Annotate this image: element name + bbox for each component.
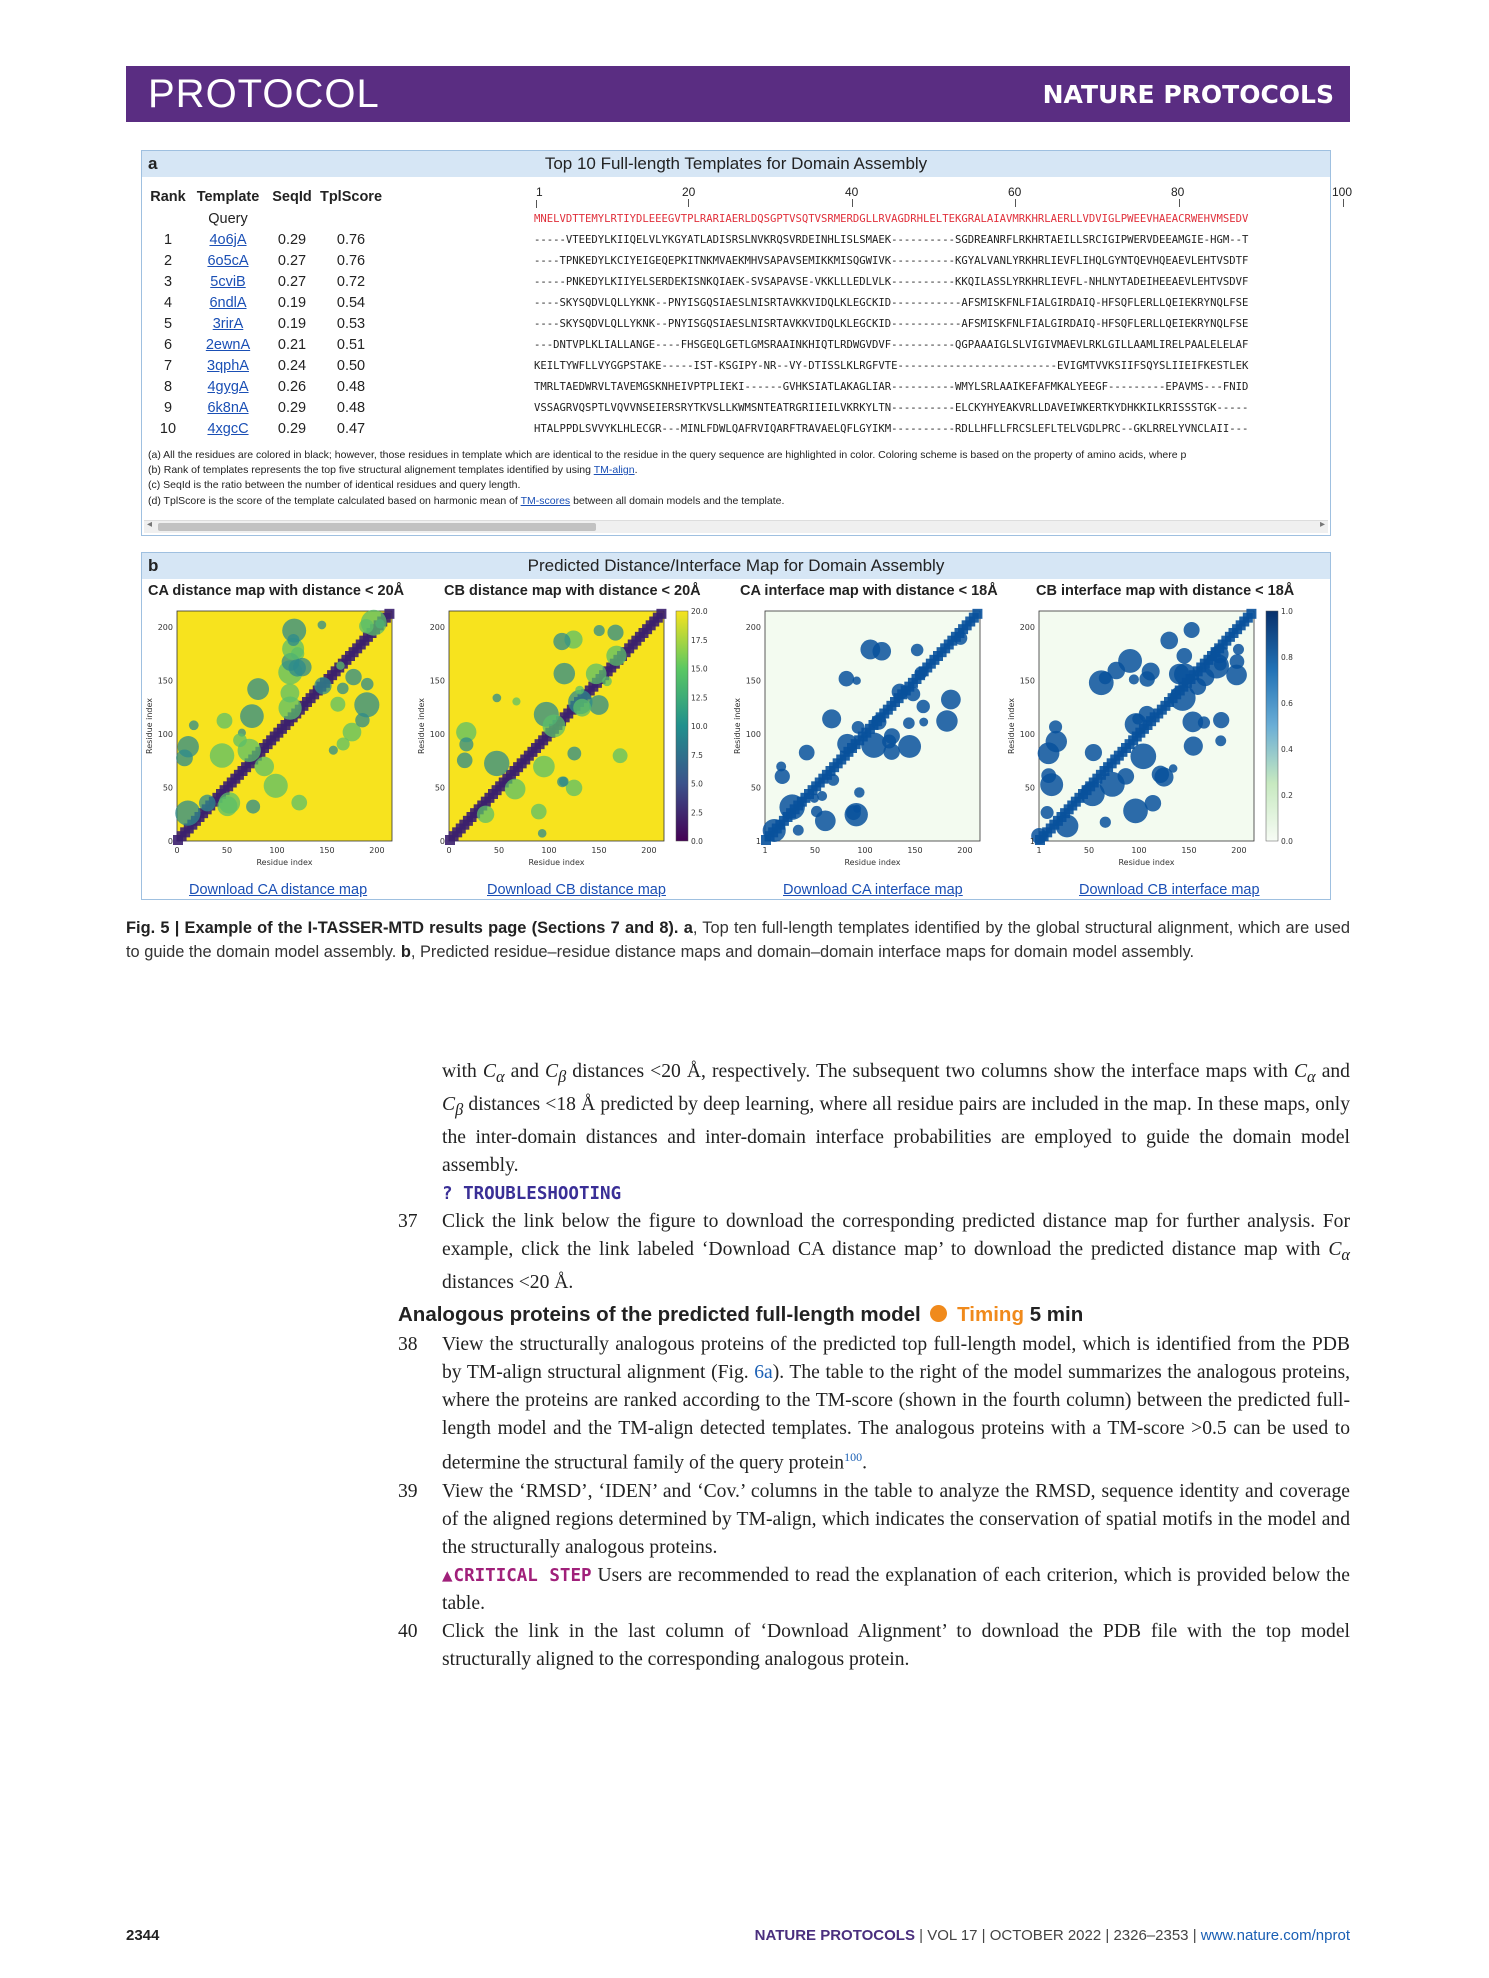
template-row [148,293,410,314]
x-axis-label: Residue index [844,858,901,867]
template-link[interactable]: 5cviB [210,274,246,290]
panel-tag-a: a [148,154,158,173]
ca-interface-heatmap [730,603,1010,879]
note-b: (b) Rank of templates represents the top five structural alignement templates identified by using TM-align. [148,464,638,477]
x-tick-label: 200 [957,846,973,855]
x-tick-label: 150 [907,846,923,855]
map-title-ca-distance: CA distance map with distance < 20Å [148,583,405,599]
tplscore-value: 0.48 [336,400,366,416]
header-banner [126,66,1350,122]
templates-panel [141,150,1353,536]
x-tick-label: 50 [221,846,233,855]
colorbar-tick-label: 2.5 [691,808,703,818]
rank-value: 7 [163,358,173,374]
download-ca-distance-link[interactable]: Download CA distance map [189,882,368,898]
template-link[interactable]: 6ndlA [209,295,247,311]
scroll-right-icon[interactable]: ▸ [1319,519,1325,530]
template-row [148,230,410,251]
timing-dot-icon [930,1305,947,1322]
template-row [148,314,410,335]
seqid-value: 0.29 [277,421,307,437]
query-label: Query [208,211,248,227]
y-tick-label: 200 [745,623,761,633]
ca-distance-heatmap [142,603,422,879]
x-tick-label: 1 [1036,846,1042,855]
seqid-value: 0.29 [277,232,307,248]
y-tick-label: 200 [157,623,173,633]
tplscore-value: 0.53 [336,316,366,332]
ruler-tick: 1 [536,185,543,199]
step-40: 40 Click the link in the last column of ‘Download Alignment’ to download the PDB file with the top model structurally aligned to the corresponding analogous protein. [398,1620,1350,1670]
template-link[interactable]: 4gygA [207,379,249,395]
x-tick-label: 1 [762,846,768,855]
colorbar [1266,611,1278,841]
fig-ref-link[interactable]: 6a [754,1362,773,1383]
cb-distance-heatmap [414,603,724,879]
template-sequence: ----SKYSQDVLQLLYKNK--PNYISGQSIAESLNISRTAVKKVIDQLKLEGCKID-----------AFSMISKFNLFIALGIRDAIQ-HFSQFLERLLQEIEKRYNQLFSE [534,318,1249,330]
citation-ref[interactable]: 100 [844,1450,863,1464]
caption-tag-b: b [400,943,411,961]
x-tick-label: 200 [1231,846,1247,855]
rank-value: 6 [163,337,173,353]
template-sequence: ---DNTVPLKLIALLANGE----FHSGEQLGETLGMSRAAINKHIQTLRDWGVDVF----------QGPAAAIGLSLVIGIVMAEVLRKLGILLAAMLIRELPAALELELAF [534,339,1249,351]
templates-table-header [148,185,410,209]
x-tick-label: 150 [319,846,335,855]
colorbar-tick-label: 0.2 [1281,791,1293,800]
journal-name: NATURE PROTOCOLS [1042,79,1334,109]
template-row [148,335,410,356]
ruler-tick: 60 [1008,185,1022,199]
y-axis-label: Residue index [145,697,154,755]
maps-panel-title [142,553,1330,579]
section-label: PROTOCOL [148,71,380,116]
x-axis-label: Residue index [256,858,313,867]
alignment-ruler [534,185,1353,209]
template-link[interactable]: 6k8nA [207,400,249,416]
y-tick-label: 50 [162,783,173,793]
y-tick-label: 0 [167,837,173,846]
rank-value: 10 [159,421,177,437]
template-link[interactable]: 4xgcC [207,421,249,437]
template-link[interactable]: 2ewnA [205,337,251,353]
col-rank: Rank [150,189,186,205]
y-tick-label: 150 [745,676,761,686]
journal-url[interactable]: www.nature.com/nprot [1200,1927,1350,1944]
y-tick-label: 100 [1019,730,1035,740]
seqid-value: 0.24 [277,358,307,374]
y-tick-label: 200 [1019,623,1035,633]
body-text-lower [398,1331,1350,1674]
y-tick-label: 100 [745,730,761,740]
x-axis-label: Residue index [1118,858,1175,867]
ruler-tick: 100 [1332,185,1353,199]
template-link[interactable]: 3qphA [207,358,249,374]
y-tick-label: 200 [429,623,445,633]
template-row [148,398,410,419]
download-cb-distance-link[interactable]: Download CB distance map [487,882,666,898]
x-tick-label: 50 [1083,846,1095,855]
y-tick-label: 50 [1024,783,1035,793]
tplscore-value: 0.76 [336,253,366,269]
template-row [148,356,410,377]
caption-tag-a: a [683,919,693,937]
template-row [148,377,410,398]
colorbar-tick-label: 1.0 [1281,607,1293,616]
figure-caption [126,916,1350,964]
template-row [148,419,410,440]
section-heading [398,1303,1083,1327]
rank-value: 8 [163,379,173,395]
x-axis-label: Residue index [528,858,585,867]
note-c: (c) SeqId is the ratio between the number of identical residues and query length. [148,479,521,492]
timing-value: 5 min [1029,1303,1084,1326]
troubleshooting-label: ? TROUBLESHOOTING [442,1183,622,1204]
alignment-area [534,185,1353,440]
template-notes [148,448,1186,509]
col-tplscore: TplScore [319,189,383,205]
ruler-tick: 20 [682,185,696,199]
step-37: 37 Click the link below the figure to download the corresponding predicted distance map for further analysis. For example, click the link labeled ‘Download CA distance map’ to download the predicted distance map with $C_\alpha$ distances <20 Å. [398,1210,1350,1293]
y-tick-label: 1 [755,837,761,846]
step-38: 38 View the structurally analogous proteins of the predicted top full-length model, which is identified from the PDB by TM-align structural alignment (Fig. 6a). The table to the right of the model summarizes the analogous proteins, where the proteins are ranked according to the TM-score (shown in the fourth column) between the predicted full-length model and the TM-align detected templates. The analogous proteins with a TM-score >0.5 can be used to determine the structural family of the query protein$^{100}$. [398,1334,1350,1474]
seqid-value: 0.19 [277,316,307,332]
tplscore-value: 0.47 [336,421,366,437]
note-a: (a) All the residues are colored in black; however, those residues in template which are identical to the residue in the query sequence are highlighted in color. Coloring scheme is based on the property of amino acids, where p [148,449,1187,461]
y-tick-label: 50 [434,783,445,793]
template-sequence: ----TPNKEDYLKCIYEIGEQEPKITNKMVAEKMHVSAPAVSEMIKKMISQGWIVK----------KGYALVANLYRKHRLIEVFLIHQLGYNTQEVHQEAEVLEHTVSDTF [534,255,1249,267]
colorbar-tick-label: 7.5 [691,750,703,760]
x-tick-label: 100 [1131,846,1147,855]
footer-citation: NATURE PROTOCOLS | VOL 17 | OCTOBER 2022 | 2326–2353 | www.nature.com/nprot [754,1927,1350,1944]
colorbar-tick-label: 10.0 [691,722,708,731]
y-tick-label: 100 [157,730,173,740]
y-tick-label: 0 [439,837,445,846]
colorbar [676,611,688,841]
map-title-cb-interface: CB interface map with distance < 18Å [1036,583,1295,599]
templates-table [148,185,410,440]
x-tick-label: 50 [493,846,505,855]
seqid-value: 0.19 [277,295,307,311]
download-cb-interface-link[interactable]: Download CB interface map [1079,882,1260,898]
rank-value: 1 [163,232,173,248]
y-axis-label: Residue index [733,697,742,755]
colorbar-tick-label: 17.5 [691,635,708,645]
tplscore-value: 0.50 [336,358,366,374]
template-sequence: VSSAGRVQSPTLVQVVNSEIERSRYTKVSLLKWMSNTEATRGRIIEILVKRKYLTN----------ELCKYHYEAKVRLLDAVEIWKERTKYDHKKILKRISSSTGK----- [534,402,1249,414]
map-title-cb-distance: CB distance map with distance < 20Å [444,583,701,599]
cb-interface-heatmap [1004,603,1330,879]
x-tick-label: 150 [591,846,607,855]
tplscore-value: 0.72 [336,274,366,290]
caption-b-text: , Predicted residue–residue distance maps and domain–domain interface maps for domain model assembly. [410,943,1195,961]
panel-tag-b: b [148,556,159,575]
map-title-ca-interface: CA interface map with distance < 18Å [740,583,998,599]
template-sequence: ----SKYSQDVLQLLYKNK--PNYISGQSIAESLNISRTAVKKVIDQLKLEGCKID-----------AFSMISKFNLFIALGIRDAIQ-HFSQFLERLLQEIEKRYNQLFSE [534,297,1249,309]
seqid-value: 0.26 [277,379,307,395]
y-tick-label: 1 [1029,837,1035,846]
tm-scores-link[interactable]: TM-scores [520,494,571,507]
caption-label: Fig. 5 | Example of the I-TASSER-MTD results page (Sections 7 and 8). [126,919,679,937]
tm-align-link[interactable]: TM-align [593,464,635,477]
map-titles [142,579,1330,603]
x-tick-label: 200 [641,846,657,855]
x-tick-label: 0 [446,846,452,855]
template-sequence: TMRLTAEDWRVLTAVEMGSKNHEIVPTPLIEKI------GVHKSIATLAKAGLIAR----------WMYLSRLAAIKEFAFMKALYEEGF---------EPAVMS---FNID [534,381,1249,393]
scroll-left-icon[interactable]: ◂ [147,519,153,530]
page-number: 2344 [126,1927,160,1944]
template-sequence: KEILTYWFLLVYGGPSTAKE-----IST-KSGIPY-NR--VY-DTISSLKLRGFVTE-------------------------EVIGMTVVKSIIFSQYSLIIEIFKESTLEK [534,360,1249,372]
note-d: (d) TplScore is the score of the template calculated based on harmonic mean of TM-scores between all domain models and the template. [148,494,785,507]
critical-step: ▲CRITICAL STEP Users are recommended to read the explanation of each criterion, which is provided below the table. [442,1564,1350,1614]
caption-a-text: , Top ten full-length templates identified by the global structural alignment, which are used to guide the domain model assembly. [126,919,1350,961]
rank-value: 9 [163,400,173,416]
colorbar-tick-label: 0.0 [1281,837,1293,846]
tplscore-value: 0.48 [336,379,366,395]
colorbar-tick-label: 5.0 [691,779,703,789]
x-tick-label: 100 [269,846,285,855]
rank-value: 3 [163,274,173,290]
query-sequence: MNELVDTTEMYLRTIYDLEEEGVTPLRARIAERLDQSGPTVSQTVSRMERDGLLRVAGDRHLELTEKGRALAIAVMRKHRLAERLLVDVIGLPWEEVHAEACRWEHVMSEDV [534,213,1249,225]
col-seqid: SeqId [272,189,312,205]
ruler-tick: 80 [1171,185,1185,199]
y-axis-label: Residue index [1007,697,1016,755]
colorbar-tick-label: 20.0 [691,607,708,616]
colorbar-tick-label: 0.4 [1281,745,1293,754]
seqid-value: 0.27 [277,253,307,269]
seqid-value: 0.27 [277,274,307,290]
template-row [148,272,410,293]
step-39: 39 View the ‘RMSD’, ‘IDEN’ and ‘Cov.’ columns in the table to analyze the RMSD, sequence identity and coverage of the aligned regions determined by TM-align, which indicates the conservation of spatial motifs in the model and the structurally analogous proteins. [398,1480,1350,1558]
templates-title-text: Top 10 Full-length Templates for Domain Assembly [544,154,928,173]
rank-value: 4 [163,295,173,311]
rank-value: 5 [163,316,173,332]
seqid-value: 0.29 [277,400,307,416]
seqid-value: 0.21 [277,337,307,353]
template-sequence: -----VTEEDYLKIIQELVLYKGYATLADISRSLNVKRQSVRDEINHLISLSMAEK----------SGDREANRFLRKHRTAEILLSRCIGIPWERVDEEAMGIE-HGM--T [534,234,1249,246]
colorbar-tick-label: 0.8 [1281,653,1293,662]
y-tick-label: 150 [1019,676,1035,686]
x-tick-label: 200 [369,846,385,855]
col-template: Template [196,189,260,205]
colorbar-tick-label: 12.5 [691,693,708,703]
colorbar-tick-label: 15.0 [691,664,708,674]
horizontal-scrollbar[interactable] [144,520,1328,533]
x-tick-label: 50 [809,846,821,855]
ruler-tick: 40 [845,185,859,199]
maps-title-text: Predicted Distance/Interface Map for Domain Assembly [527,556,945,575]
tplscore-value: 0.51 [336,337,366,353]
tplscore-value: 0.54 [336,295,366,311]
y-tick-label: 150 [429,676,445,686]
y-tick-label: 50 [750,783,761,793]
template-link[interactable]: 6o5cA [207,253,249,269]
x-tick-label: 100 [541,846,557,855]
colorbar-tick-label: 0.6 [1281,699,1293,708]
templates-panel-title [142,151,1330,177]
template-link[interactable]: 3rirA [212,316,244,332]
query-row [148,209,410,230]
body-text-upper [398,1058,1350,1297]
y-tick-label: 100 [429,730,445,740]
x-tick-label: 0 [174,846,180,855]
y-axis-label: Residue index [417,697,426,755]
x-tick-label: 100 [857,846,873,855]
template-sequence: HTALPPDLSVVYKLHLECGR---MINLFDWLQAFRVIQARFTRAVAELQFLGYIKM----------RDLLHFLLFRCSLEFLTELVGDLPRC--GKLRRELYVNCLAII--- [534,423,1249,435]
paragraph-maps: with $C_\alpha$ and $C_\beta$ distances <20 Å, respectively. The subsequent two columns show the interface maps with $C_\alpha$ and $C_\beta$ distances <18 Å predicted by deep learning, where all residue pairs are included in the map. In these maps, only the inter-domain distances and inter-domain interface probabilities are employed to guide the domain model assembly. [442,1061,1350,1176]
tplscore-value: 0.76 [336,232,366,248]
template-row [148,251,410,272]
timing-label: Timing [957,1303,1024,1326]
template-link[interactable]: 4o6jA [209,232,247,248]
x-tick-label: 150 [1181,846,1197,855]
colorbar-tick-label: 0.0 [691,837,703,846]
section-title: Analogous proteins of the predicted full-length model [398,1303,921,1326]
rank-value: 2 [163,253,173,269]
y-tick-label: 150 [157,676,173,686]
scrollbar-thumb[interactable] [158,523,596,531]
template-sequence: -----PNKEDYLKIIYELSERDEKISNKQIAEK-SVSAPAVSE-VKKLLLEDLVLK----------KKQILASSLYRKHRLIEVFL-NHLNYTADEIHEEAEVLEHTVSDVF [534,276,1249,288]
download-ca-interface-link[interactable]: Download CA interface map [783,882,963,898]
maps-panel [141,552,1331,900]
